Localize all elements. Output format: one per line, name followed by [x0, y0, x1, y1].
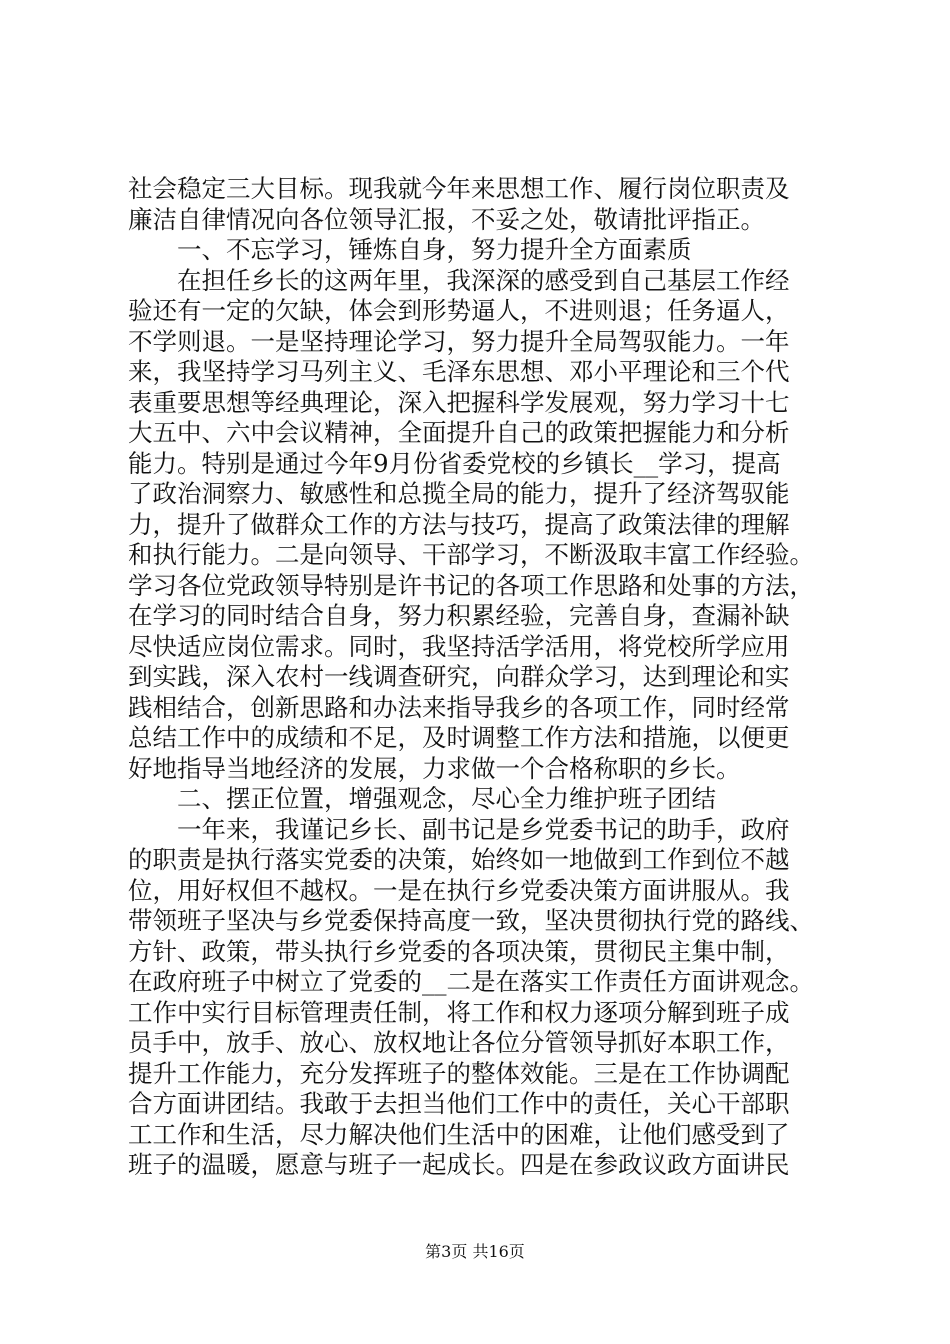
text-line: 班子的温暖，愿意与班子一起成长。四是在参政议政方面讲民: [128, 1150, 790, 1179]
text-line: 大五中、六中会议精神，全面提升自己的政策把握能力和分析: [128, 418, 790, 447]
text-line: 尽快适应岗位需求。同时，我坚持活学活用，将党校所学应用: [128, 631, 790, 661]
text-line: 来，我坚持学习马列主义、毛泽东思想、邓小平理论和三个代: [128, 357, 790, 386]
text-line: 学习各位党政领导特别是许书记的各项工作思路和处事的方法，: [128, 570, 814, 600]
text-line: 力，提升了做群众工作的方法与技巧，提高了政策法律的理解: [128, 509, 790, 539]
text-line: 的职责是执行落实党委的决策，始终如一地做到工作到位不越: [128, 845, 790, 874]
text-line: 合方面讲团结。我敢于去担当他们工作中的责任，关心干部职: [128, 1089, 790, 1118]
text-line: 表重要思想等经典理论，深入把握科学发展观，努力学习十七: [128, 387, 790, 417]
text-line: 践相结合，创新思路和办法来指导我乡的各项工作，同时经常: [128, 692, 790, 722]
text-line: 在政府班子中树立了党委的__二是在落实工作责任方面讲观念。: [128, 967, 814, 996]
text-line: 能力。特别是通过今年9月份省委党校的乡镇长__学习，提高: [128, 448, 781, 478]
text-line: 和执行能力。二是向领导、干部学习，不断汲取丰富工作经验。: [128, 540, 814, 569]
text-line: 工作中实行目标管理责任制，将工作和权力逐项分解到班子成: [128, 997, 790, 1027]
text-line: 一年来，我谨记乡长、副书记是乡党委书记的助手，政府: [177, 814, 790, 844]
text-line: 验还有一定的欠缺，体会到形势逼人，不进则退；任务逼人，: [128, 296, 790, 325]
text-line: 员手中，放手、放心、放权地让各位分管领导抓好本职工作，: [128, 1028, 790, 1057]
text-line: 方针、政策，带头执行乡党委的各项决策，贯彻民主集中制，: [128, 936, 790, 966]
text-line: 位，用好权但不越权。一是在执行乡党委决策方面讲服从。我: [128, 875, 790, 905]
text-line: 廉洁自律情况向各位领导汇报，不妥之处，敬请批评指正。: [128, 204, 765, 234]
text-line: 社会稳定三大目标。现我就今年来思想工作、履行岗位职责及: [128, 174, 790, 203]
text-line: 在学习的同时结合自身，努力积累经验，完善自身，查漏补缺: [128, 601, 790, 630]
text-line: 不学则退。一是坚持理论学习，努力提升全局驾驭能力。一年: [128, 326, 790, 356]
text-line: 提升工作能力，充分发挥班子的整体效能。三是在工作协调配: [128, 1058, 790, 1088]
text-line: 带领班子坚决与乡党委保持高度一致，坚决贯彻执行党的路线、: [128, 906, 814, 935]
text-line: 总结工作中的成绩和不足，及时调整工作方法和措施，以便更: [128, 723, 790, 752]
text-line: 在担任乡长的这两年里，我深深的感受到自己基层工作经: [177, 265, 790, 295]
text-line: 一、不忘学习，锤炼自身，努力提升全方面素质: [177, 235, 692, 264]
text-line: 到实践，深入农村一线调查研究，向群众学习，达到理论和实: [128, 662, 790, 691]
text-line: 二、摆正位置，增强观念，尽心全力维护班子团结: [177, 784, 716, 813]
text-line: 工工作和生活，尽力解决他们生活中的困难，让他们感受到了: [128, 1119, 790, 1149]
page-footer: 第3页 共16页: [425, 1242, 525, 1261]
document-body: [128, 174, 828, 1181]
text-line: 好地指导当地经济的发展，力求做一个合格称职的乡长。: [128, 753, 741, 783]
text-line: 了政治洞察力、敏感性和总揽全局的能力，提升了经济驾驭能: [128, 479, 790, 508]
